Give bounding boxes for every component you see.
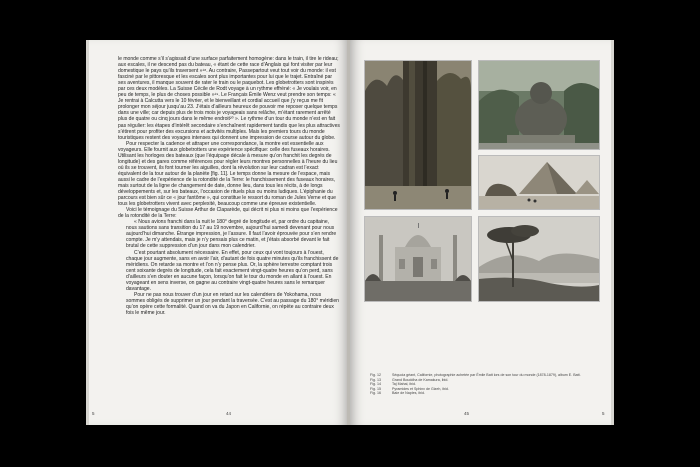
caption-number: Fig. 15 xyxy=(370,386,381,391)
block-quote: C’est pourtant absolument nécessaire. En effet, pour ceux qui vont toujours à l’ouest, chaque jour augmente, sans en avoir l’air, d’autant de fois quatre minutes qu’ils franchissent de méridiens. On retarde sa montre et l’on n’y pense plus. Or, la sphère terrestre comptant trois cent soixante degrés de longitude, cela fait exactement vingt-quatre heures qu’on perd, sans d’ailleurs s’en douter en aucune façon, lorsqu’on fait le tour du monde en allant à l’ouest. En voyageant en sens inverse, on gagne au contraire vingt-quatre heures sans le remarquer davantage. xyxy=(126,249,339,292)
caption-number: Fig. 16 xyxy=(370,391,381,396)
caption-text: Baie de Naples, ibid. xyxy=(392,391,425,396)
caption-text: Pyramides et Sphinx de Gizeh, ibid. xyxy=(392,386,449,391)
caption-number: Fig. 13 xyxy=(370,377,381,382)
caption-text: Taj Mahal, ibid. xyxy=(392,382,416,387)
page-number: 44 xyxy=(226,411,232,416)
right-page xyxy=(350,40,614,425)
photo-kamakura-buddha xyxy=(478,60,600,150)
block-quote: « Nous avions franchi dans la nuit le 180° degré de longitude et, par ordre du capitaine, nous sautions sans transition du 17 au 19 novembre, aujourd’hui samedi devenant pour nous aujourd’hui dimanche. Étrange impression, je l’assure. Il faut l’avoir éprouvée pour s’en rendre compte. Je m’y attendais, mais je n’y pensais plus ce matin, et j’étais absorbé devant le fait brutal de cette suppression d’un jour dans mon calendrier. xyxy=(126,219,337,250)
caption-text: Grand Bouddha de Kamakura, ibid. xyxy=(392,377,449,382)
photo-giant-sequoia xyxy=(364,60,472,210)
open-book xyxy=(86,40,614,425)
body-text xyxy=(118,56,340,316)
page-number: 45 xyxy=(464,411,470,416)
folio-outer: 5 xyxy=(92,411,95,416)
photo-giza-pyramids-sphinx xyxy=(478,155,600,210)
caption-text: Séquoia géant, Californie, photographie achetée par Émile Batt lors de son tour du monde (1878-1879), album E. Batt. xyxy=(392,373,581,377)
left-page xyxy=(86,40,348,425)
caption-number: Fig. 12 xyxy=(370,373,381,377)
block-quote: Pour ne pas nous trouver d’un jour en retard sur les calendriers de Yokohama, nous sommes obligés de supprimer un jour pendant la traversée. C’est au passage du 180° méridien qu’on opère cette formalité. Quand on va du Japon en Californie, on répète au contraire deux fois le même jour. xyxy=(126,291,339,316)
paragraph: Pour respecter la cadence et attraper une correspondance, la montre est essentielle aux voyageurs. Elle fournit aux globetrotters une expérience spécifique: celle des fuseaux horaires. Utilisant les horloges des bateaux (que l’équipage décale à mesure qu’on franchit les degrés de longitude) et des gares comme références pour régler leurs montres personnelles à l’heure du lieu où ils se trouvent, ils font tourner les aiguilles, dont la révolution sur leur cadran est l’exact équivalent de la tour autour de la planète [fig. 11]. Le temps donne la mesure de l’espace, mais aussi le cadre de l’expérience de la rotondité de la Terre: le franchissement des fuseaux horaires, mais surtout de la ligne de changement de date, donne lieu, dans tous les récits, à de longs développements et, sur les bateaux, l’occasion de rituels plus ou moins ludiques. L’épiphanie du parcours est bien sûr ce « jour fantôme », qui constitue le ressort du roman de Jules Verne et que tous les globetrotters vivent avec perplexité, beaucoup comme une épreuve existentielle. xyxy=(118,140,338,208)
paragraph: Voici le témoignage du Suisse Arthur de Claparède, qui décrit ni plus ni moins que l’expérience de la rotondité de la Terre: xyxy=(118,207,338,220)
caption-row xyxy=(370,391,600,396)
folio-outer: 5 xyxy=(602,411,605,416)
caption-number: Fig. 14 xyxy=(370,382,381,387)
paragraph: le monde comme s’il s’agissait d’une surface parfaitement homogène: dans le train, il tire le rideau; aux escales, il ne descend pas du bateau, « étant de cette race d’Anglais qui font visiter par leur domestique le pays qu’ils traversent »¹⁸. Au contraire, Passepartout veut tout voir du monde: il est fasciné par le pittoresque et les escales sont plus importantes pour lui que le trajet. Entraîné par ses aventures, il manque souvent de rater le train ou le paquebot. Les globetrotters sont inspirés par ces deux modèles. La Suisse Cécile de Rodt voyage à un rythme effréné: « Je voulais voir, en peu de temps, le plus de choses possible »¹⁹. Le Français Émile Wenz veut prendre son temps: « Je rentrai à Calcutta vers le 10 février, et le bienveillant et cordial accueil que j’y reçus me fit prolonger mon séjour jusqu’au 23. J’étais d’ailleurs heureux de pouvoir me reposer quelque temps dans une ville; car depuis plus de trois mois je voyageais sans relâche, m’étant rarement arrêté plus de quatre ou cinq jours dans le même endroit²⁰ ». Le rythme d’un tour du monde n’est en fait pas régulier: les étapes d’intérêt secondaire s’enchaînent rapidement tandis que les plus attractives s’étirent pour profiter des excursions et activités multiples. Mais les premiers tours du monde touristiques restent des voyages intenses qui donnent une impression de course autour du globe. xyxy=(118,56,340,141)
photo-taj-mahal xyxy=(364,216,472,302)
figure-captions xyxy=(370,373,600,396)
photo-bay-of-naples xyxy=(478,216,600,302)
